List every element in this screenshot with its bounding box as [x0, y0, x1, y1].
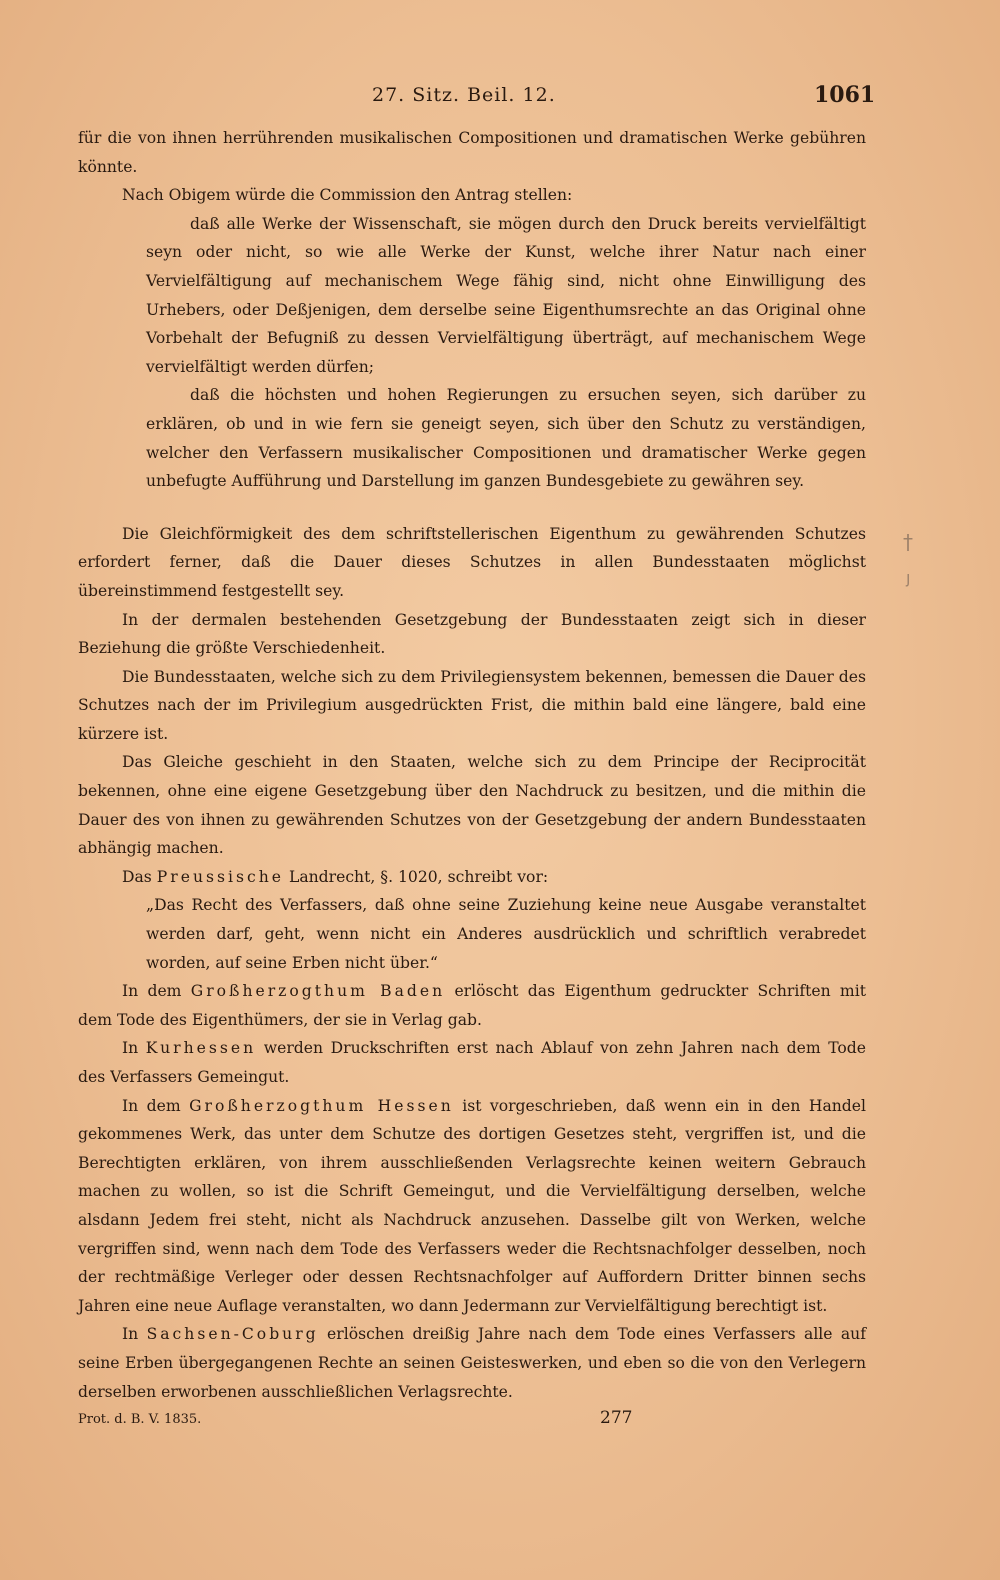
coburg-pre: In: [122, 1325, 139, 1344]
motion-item-2: daß die höchsten und hohen Regierungen zu ersuchen seyen, sich darüber zu erklären, ob und in wie fern sie geneigt seyen, sich über den Schutz zu verständigen, welcher den Verfassern musikalischer Compositionen und dramatischer Werke gegen unbefugte Aufführung und Darstellung im ganzen Bundesgebiete zu gewähren sey.: [146, 386, 866, 491]
motion-item-1: daß alle Werke der Wissenschaft, sie mögen durch den Druck bereits vervielfältigt seyn oder nicht, so wie alle Werke der Kunst, welche ihrer Natur nach einer Vervielfältigung auf mechanischem Wege fähig sind, nicht ohne Einwilligung des Urhebers, oder Deßjenigen, dem derselbe seine Eigenthumsrechte an das Original ohne Vorbehalt der Befugniß zu dessen Vervielfältigung überträgt, auf mechanischem Wege vervielfältigt werden dürfen;: [146, 214, 866, 376]
hessen-spaced: Großherzogthum Hessen: [189, 1096, 454, 1115]
footer-reference: Prot. d. B. V. 1835.: [78, 1412, 202, 1427]
baden-spaced: Großherzogthum Baden: [190, 982, 446, 1001]
paragraph-prussia: [78, 863, 866, 892]
margin-mark-icon: †: [903, 530, 913, 554]
paragraph-continuation: für die von ihnen herrührenden musikalischen Compositionen und dramatischen Werke gebühren könnte.: [78, 129, 866, 176]
prussia-post: Landrecht, §. 1020, schreibt vor:: [288, 867, 549, 886]
paragraph-kurhessen: [78, 1034, 866, 1091]
paragraph-legislation: In der dermalen bestehenden Gesetzgebung der Bundesstaaten zeigt sich in dieser Beziehung die größte Verschiedenheit.: [78, 610, 866, 658]
paragraph-reciprocity: Das Gleiche geschieht in den Staaten, welche sich zu dem Principe der Reciprocität bekennen, ohne eine eigene Gesetzgebung über den Nachdruck zu besitzen, und die mithin die Dauer des von ihnen zu gewährenden Schutzes von der Gesetzgebung der andern Bundesstaaten abhängig machen.: [78, 753, 866, 858]
hessen-pre: In dem: [122, 1096, 181, 1115]
prussia-spaced: Preussische: [156, 867, 284, 886]
running-header: [0, 84, 1000, 114]
body-text: [78, 124, 866, 1406]
page-number: 1061: [814, 82, 876, 108]
paragraph-privilege-system: Die Bundesstaaten, welche sich zu dem Privilegiensystem bekennen, bemessen die Dauer des Schutzes nach der im Privilegium ausgedrückten Frist, die mithin bald eine längere, bald eine kürzere ist.: [78, 667, 866, 743]
prussia-pre: Das: [122, 867, 152, 886]
paragraph-motion-intro: Nach Obigem würde die Commission den Antrag stellen:: [122, 186, 573, 205]
page-footer: [78, 1408, 866, 1438]
paragraph-uniformity: Die Gleichförmigkeit des dem schriftstellerischen Eigenthum zu gewährenden Schutzes erfordert ferner, daß die Dauer dieses Schutzes in allen Bundesstaaten möglichst übereinstimmend festgestellt sey.: [78, 524, 866, 600]
paragraph-baden: [78, 977, 866, 1034]
kurhessen-spaced: Kurhessen: [145, 1039, 257, 1058]
paragraph-hessen: [78, 1092, 866, 1321]
header-title: 27. Sitz. Beil. 12.: [372, 84, 556, 106]
coburg-post: erlöschen dreißig Jahre nach dem Tode eines Verfassers alle auf seine Erben übergegangenen Rechte an seinen Geisteswerken, und eben so die von den Verlegern derselben erworbenen ausschließlichen Verlagsrechte.: [78, 1325, 866, 1401]
signature-mark: 277: [600, 1408, 633, 1428]
coburg-spaced: Sachsen-Coburg: [146, 1325, 319, 1344]
kurhessen-pre: In: [122, 1039, 139, 1058]
margin-hook-icon: ȷ: [906, 568, 911, 587]
kurhessen-post: werden Druckschriften erst nach Ablauf von zehn Jahren nach dem Tode des Verfassers Gemeingut.: [78, 1039, 866, 1086]
baden-post: erlöscht das Eigenthum gedruckter Schriften mit dem Tode des Eigenthümers, der sie in Verlag gab.: [78, 982, 866, 1029]
hessen-post: ist vorgeschrieben, daß wenn ein in den Handel gekommenes Werk, das unter dem Schutze des dortigen Gesetzes steht, vergriffen ist, und die Berechtigten erklären, von ihrem ausschließenden Verlagsrechte keinen weitern Gebrauch machen zu wollen, so ist die Schrift Gemeingut, und die Vervielfältigung derselben, welche alsdann Jedem frei steht, nicht als Nachdruck anzusehen. Dasselbe gilt von Werken, welche vergriffen sind, wenn nach dem Tode des Verfassers weder die Rechtsnachfolger desselben, noch der rechtmäßige Verleger oder dessen Rechtsnachfolger auf Auffordern Dritter binnen sechs Jahren eine neue Auflage veranstalten, wo dann Jedermann zur Vervielfältigung berechtigt ist.: [78, 1096, 866, 1315]
quotation: „Das Recht des Verfassers, daß ohne seine Zuziehung keine neue Ausgabe veranstaltet werden darf, geht, wenn nicht ein Anderes ausdrücklich und schriftlich verabredet worden, auf seine Erben nicht über.“: [146, 896, 866, 972]
paragraph-coburg: [78, 1320, 866, 1406]
baden-pre: In dem: [122, 982, 182, 1001]
